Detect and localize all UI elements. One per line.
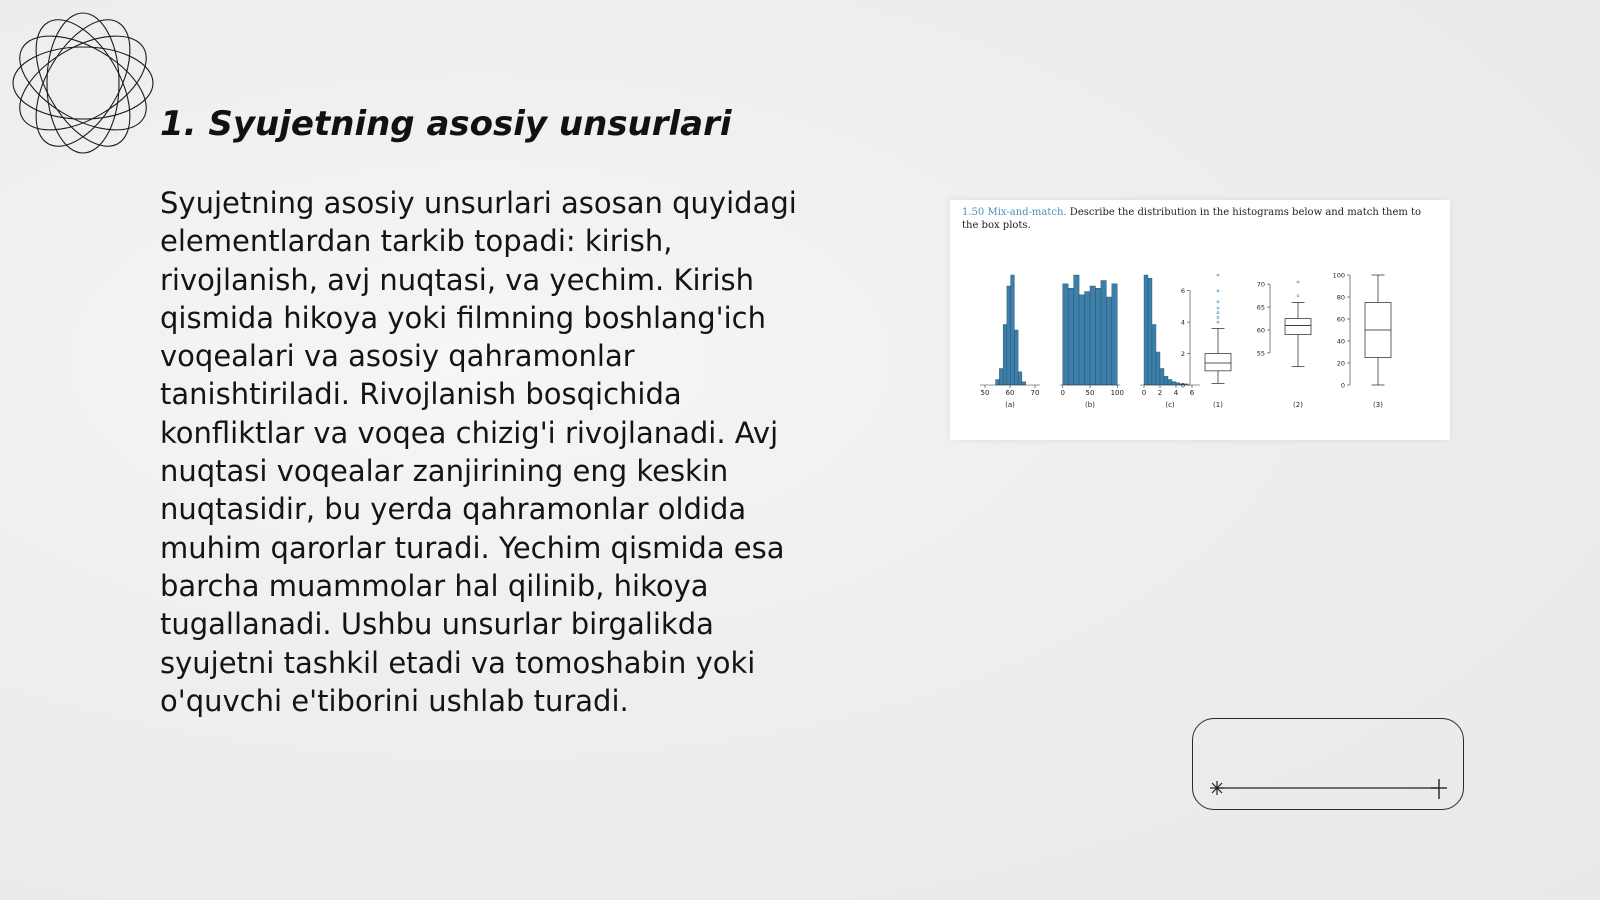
hist-bar xyxy=(1022,382,1026,385)
box-label: (3) xyxy=(1373,401,1383,409)
hist-bar xyxy=(1101,281,1106,386)
box-label: (1) xyxy=(1213,401,1223,409)
hist-tick-label: 4 xyxy=(1173,389,1179,397)
hist-bar xyxy=(1018,372,1022,385)
hist-label: (c) xyxy=(1165,401,1175,409)
box-tick-label: 55 xyxy=(1256,349,1265,358)
figure-charts xyxy=(950,200,1450,440)
hist-tick-label: 70 xyxy=(1030,389,1040,397)
box-iqr xyxy=(1205,354,1231,371)
hist-bar xyxy=(1011,275,1015,385)
hist-tick-label: 60 xyxy=(1005,389,1015,397)
box-outlier xyxy=(1217,312,1219,314)
figure-heading: Mix-and-match. xyxy=(987,207,1067,218)
box-outlier xyxy=(1217,321,1219,323)
box-tick-label: 70 xyxy=(1256,280,1265,289)
hist-tick-label: 6 xyxy=(1189,389,1195,397)
hist-tick-label: 0 xyxy=(1060,389,1065,397)
hist-label: (b) xyxy=(1085,401,1095,409)
box-tick-label: 0 xyxy=(1340,381,1345,390)
box-tick-label: 100 xyxy=(1332,271,1345,280)
slide-body-text: Syujetning asosiy unsurlari asosan quyidagi elementlardan tarkib topadi: kirish, rivojlanish, avj nuqtasi, va yechim. Kirish qismida hikoya yoki filmning boshlang'ich voqealari va asosiy qahramonlar tanishtiriladi. Rivojlanish bosqichida konfliktlar va voqea chizig'i rivojlanadi. Avj nuqtasi voqealar zanjirining eng keskin nuqtasidir, bu yerda qahramonlar oldida muhim qarorlar turadi. Yechim qismida esa barcha muammolar hal qilinib, hikoya tugallanadi. Ushbu unsurlar birgalikda syujetni tashkil etadi va tomoshabin yoki o'quvchi e'tiborini ushlab turadi. xyxy=(160,186,797,718)
hist-label: (a) xyxy=(1005,401,1015,409)
hist-bar xyxy=(1003,325,1007,386)
hist-tick-label: 2 xyxy=(1157,389,1163,397)
hist-bar xyxy=(1168,380,1172,386)
hist-bar xyxy=(1160,369,1164,386)
figure-caption-text: Describe the distribution in the histograms below and match them to the box plots. xyxy=(962,207,1422,231)
slide-title: 1. Syujetning asosiy unsurlari xyxy=(160,104,732,144)
hist-bar xyxy=(1079,295,1084,385)
hist-bar xyxy=(996,380,1000,386)
box-outlier xyxy=(1217,316,1219,318)
embedded-figure xyxy=(950,200,1450,440)
box-tick-label: 4 xyxy=(1180,318,1185,327)
star-icon xyxy=(1431,779,1447,799)
box-outlier xyxy=(1297,281,1299,283)
sparkle-icon xyxy=(1210,781,1224,795)
hist-bar xyxy=(1144,275,1148,385)
box-tick-label: 60 xyxy=(1256,326,1265,335)
decorative-line xyxy=(1193,719,1465,811)
hist-bar xyxy=(1164,376,1168,385)
hist-bar xyxy=(1014,330,1018,385)
box-outlier xyxy=(1217,307,1219,309)
box-tick-label: 60 xyxy=(1336,315,1345,324)
hist-bar xyxy=(1148,278,1152,385)
box-iqr xyxy=(1285,319,1311,335)
box-tick-label: 20 xyxy=(1336,359,1345,368)
hist-bar xyxy=(1095,288,1100,385)
box-tick-label: 65 xyxy=(1256,303,1265,312)
box-tick-label: 6 xyxy=(1180,287,1185,296)
hist-bar xyxy=(1074,275,1079,385)
hist-bar xyxy=(1156,352,1160,385)
hist-tick-label: 100 xyxy=(1110,389,1124,397)
hist-bar xyxy=(1085,292,1090,386)
hist-bar xyxy=(1090,286,1095,385)
hist-tick-label: 0 xyxy=(1141,389,1147,397)
hist-bar xyxy=(1063,284,1068,385)
hist-bar xyxy=(1068,288,1073,385)
box-outlier xyxy=(1217,290,1219,292)
box-outlier xyxy=(1297,295,1299,297)
hist-bar xyxy=(1106,297,1111,385)
box-outlier xyxy=(1217,274,1219,276)
box-tick-label: 2 xyxy=(1180,350,1185,359)
box-tick-label: 0 xyxy=(1180,381,1185,390)
hist-bar xyxy=(1152,325,1156,386)
box-outlier xyxy=(1217,301,1219,303)
hist-bar xyxy=(999,369,1003,386)
hist-tick-label: 50 xyxy=(980,389,990,397)
hist-bar xyxy=(1172,382,1176,385)
hist-bar xyxy=(1112,284,1117,385)
decorative-rounded-box xyxy=(1192,718,1464,810)
box-label: (2) xyxy=(1293,401,1303,409)
box-tick-label: 40 xyxy=(1336,337,1345,346)
orbit-rings-decoration xyxy=(8,8,158,158)
hist-bar xyxy=(1007,286,1011,385)
box-tick-label: 80 xyxy=(1336,293,1345,302)
hist-tick-label: 50 xyxy=(1085,389,1095,397)
hist-bar xyxy=(1176,383,1180,385)
figure-number: 1.50 xyxy=(962,207,985,218)
